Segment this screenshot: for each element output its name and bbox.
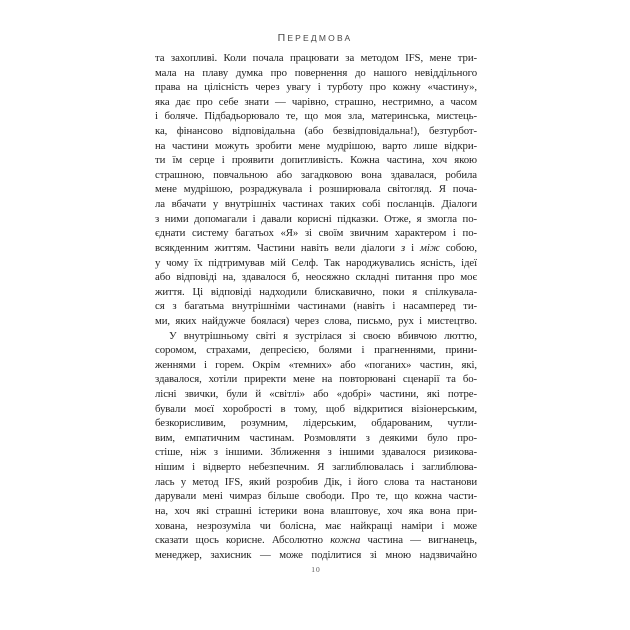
text-line: і боляче. Підбадьорювало те, що моя зла, материнська, мистець- [155, 110, 477, 123]
text-line: стіше, ніж з іншими. Зближення з іншими здавалося ризикова- [155, 446, 477, 459]
text-line: страшною, повчальною або загадковою вона здавалася, робила [155, 168, 477, 181]
text-line: лась у метод IFS, який розробив Дік, і його слова та настанови [155, 475, 477, 488]
text-block [155, 51, 477, 562]
text-line: у чому їх підтримував мій Селф. Так народжувались ясність, ідеї [155, 256, 477, 269]
text-line: на частини можуть зробити мене мудрішою, варто лише відкри- [155, 139, 477, 152]
text-line: ся з багатьма внутрішніми частинами (навіть і насамперед ти- [155, 300, 477, 313]
text-line: яка дає про себе знати — чарівно, страшно, нестримно, а часом [155, 95, 477, 108]
text-line: нішим і відверто небезпечним. Я заглиблювалась і заглиблюва- [155, 461, 477, 474]
text-line: безкорисливим, розумним, лідерським, обдарованим, чутли- [155, 417, 477, 430]
text-line: вим, емпатичним частинам. Розмовляти з деякими було про- [155, 431, 477, 444]
text-line: єднати систему багатьох «Я» зі своїм звичним характером і по- [155, 227, 477, 240]
text-line: здавалося, хотіли приректи мене на повторювані сценарії та бо- [155, 373, 477, 386]
text-line: бували моєї хоробрості в тому, щоб відкритися візіонерським, [155, 402, 477, 415]
text-line: хована, незрозуміла чи болісна, має найкращі наміри і може [155, 519, 477, 532]
text-line: або відповіді на, здавалося б, неосяжно складні питання про моє [155, 271, 477, 284]
text-line: всякденним життям. Частини навіть вели діалоги з і між собою, [155, 241, 477, 254]
text-line: та захопливі. Коли почала працювати за методом IFS, мене три- [155, 52, 477, 64]
text-line: мене мудрішою, розраджувала і розширювала світогляд. Я поча- [155, 183, 477, 196]
page-number: 10 [311, 565, 321, 574]
text-line: з ними допомагали і давали корисні підказки. Отже, я змогла по- [155, 212, 477, 225]
text-line: ми, яких найдужче боялася) через слова, письмо, рух і мистецтво. [155, 314, 477, 327]
text-line: права на цілісність через увагу і турботу про кожну «частину», [155, 81, 477, 94]
text-line: менеджер, захисник — може поділитися зі мною надзвичайно [155, 548, 477, 561]
text-line: женнями і горем. Окрім «темних» або «поганих» частин, які, [155, 358, 477, 371]
text-line: У внутрішньому світі я зустрілася зі своєю вбивчою люттю, [169, 329, 477, 342]
text-line: сказати щось корисне. Абсолютно кожна частина — вигнанець, [155, 534, 477, 547]
text-line: ла вбачати у внутрішніх частинах таких собі посланців. Діалоги [155, 198, 477, 211]
text-line: мала на плаву думка про повернення до нашого невіддільного [155, 66, 477, 79]
text-line: на, хоч які страшні істерики вона влаштовує, хоч яка вона при- [155, 504, 477, 517]
text-line: соромом, страхами, депресією, болями і прагненнями, прини- [155, 344, 477, 357]
text-line: лісні звички, були й «світлі» або «добрі» частини, які потре- [155, 388, 477, 401]
running-header: ПЕРЕДМОВА [277, 32, 353, 44]
text-line: ка, фінансово відповідальна (або безвідповідальна!), безтурбот- [155, 125, 477, 138]
text-line: ти їм серце і проявити допитливість. Кожна частина, хоч якою [155, 154, 477, 167]
text-line: дарували мені чимраз більше свободи. Про те, що кожна части- [155, 490, 477, 503]
text-line: життя. Ці відповіді надходили блискавично, поки я спілкувала- [155, 285, 477, 298]
